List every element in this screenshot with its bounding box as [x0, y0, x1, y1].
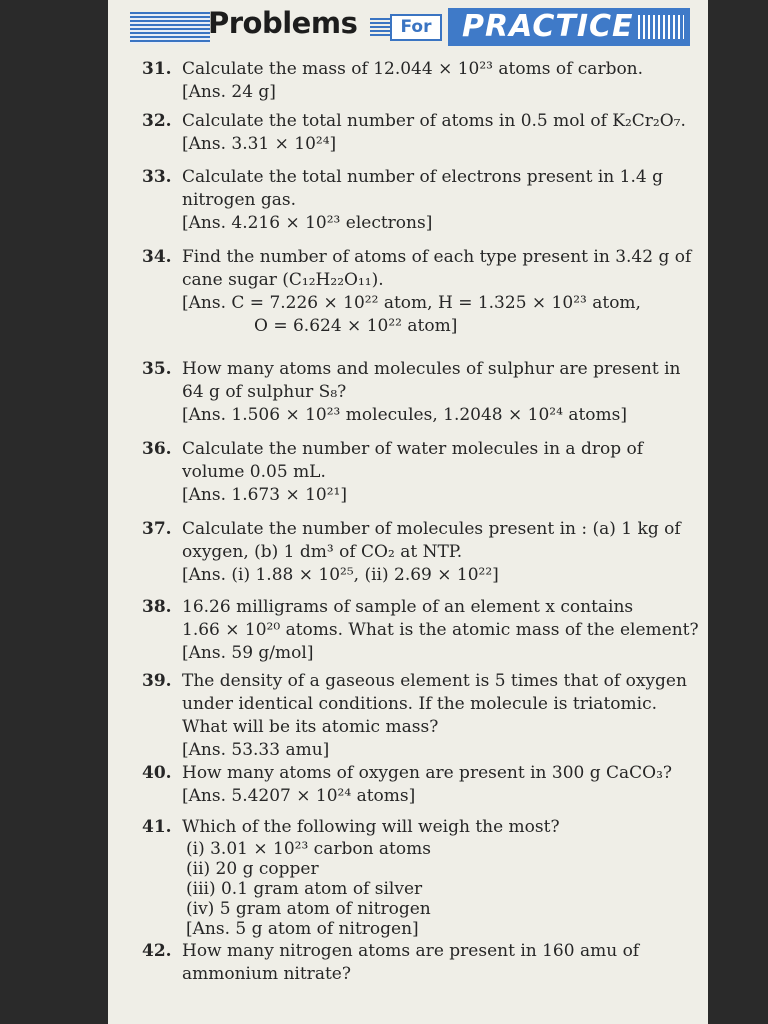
problem-number: 39. [142, 671, 172, 691]
problem-number: 33. [142, 167, 172, 187]
question-line: cane sugar (C₁₂H₂₂O₁₁). [182, 270, 384, 290]
question-line: oxygen, (b) 1 dm³ of CO₂ at NTP. [182, 542, 463, 562]
problem-number: 32. [142, 111, 172, 131]
problem-text [182, 940, 690, 986]
answer-line: [Ans. C = 7.226 × 10²² atom, H = 1.325 × 10²³ atom, [182, 293, 641, 313]
problem-number: 40. [142, 763, 172, 783]
question-line: ammonium nitrate? [182, 964, 351, 984]
decorative-ticks [638, 15, 684, 39]
question-line: (iv) 5 gram atom of nitrogen [186, 899, 431, 919]
problem-text [182, 246, 690, 338]
problem-text [182, 670, 690, 762]
question-line: Calculate the total number of electrons present in 1.4 g [182, 167, 663, 187]
problem-number: 35. [142, 359, 172, 379]
problem-number: 34. [142, 247, 172, 267]
question-line: How many nitrogen atoms are present in 160 amu of [182, 941, 640, 961]
question-line: 16.26 milligrams of sample of an element x contains [182, 597, 634, 617]
question-line: under identical conditions. If the molecule is triatomic. [182, 694, 657, 714]
problem-number: 38. [142, 597, 172, 617]
answer-line: [Ans. 24 g] [182, 82, 276, 102]
practice-box [448, 8, 690, 46]
answer-line: O = 6.624 × 10²² atom] [254, 316, 458, 336]
question-line: How many atoms and molecules of sulphur are present in [182, 359, 681, 379]
problem-number: 37. [142, 519, 172, 539]
answer-line: [Ans. 53.33 amu] [182, 740, 330, 760]
question-line: Calculate the mass of 12.044 × 10²³ atoms of carbon. [182, 59, 644, 79]
question-line: (ii) 20 g copper [186, 859, 319, 879]
problem-text [182, 58, 690, 104]
question-line: Calculate the number of water molecules in a drop of [182, 439, 644, 459]
question-line: (i) 3.01 × 10²³ carbon atoms [186, 839, 431, 859]
problem-text [182, 166, 690, 235]
question-line: volume 0.05 mL. [182, 462, 326, 482]
question-line: 64 g of sulphur S₈? [182, 382, 347, 402]
section-banner [130, 6, 690, 46]
problem-text [182, 358, 690, 427]
answer-line: [Ans. 1.673 × 10²¹] [182, 485, 348, 505]
question-line: Calculate the total number of atoms in 0.5 mol of K₂Cr₂O₇. [182, 111, 686, 131]
question-line: (iii) 0.1 gram atom of silver [186, 879, 423, 899]
banner-word-problems: Problems [208, 6, 358, 40]
problem-text [182, 438, 690, 507]
problem-text [182, 518, 690, 587]
problem-text [182, 762, 690, 808]
decorative-equals-stripes [370, 18, 390, 38]
problem-number: 42. [142, 941, 172, 961]
answer-line: [Ans. 59 g/mol] [182, 643, 314, 663]
textbook-page [108, 0, 708, 1024]
answer-line: [Ans. 1.506 × 10²³ molecules, 1.2048 × 10²⁴ atoms] [182, 405, 628, 425]
problem-text [182, 596, 699, 665]
banner-word-for: For [390, 14, 442, 41]
question-line: What will be its atomic mass? [182, 717, 439, 737]
banner-word-practice: PRACTICE [462, 9, 634, 44]
problem-text [182, 816, 690, 939]
answer-line: [Ans. (i) 1.88 × 10²⁵, (ii) 2.69 × 10²²] [182, 565, 499, 585]
answer-line: [Ans. 5.4207 × 10²⁴ atoms] [182, 786, 416, 806]
question-line: nitrogen gas. [182, 190, 297, 210]
problem-number: 41. [142, 817, 172, 837]
question-line: Calculate the number of molecules present in : (a) 1 kg of [182, 519, 681, 539]
answer-line: [Ans. 5 g atom of nitrogen] [186, 919, 419, 939]
question-line: Find the number of atoms of each type present in 3.42 g of [182, 247, 692, 267]
problem-number: 36. [142, 439, 172, 459]
problem-number: 31. [142, 59, 172, 79]
question-line: Which of the following will weigh the most? [182, 817, 560, 837]
question-line: The density of a gaseous element is 5 times that of oxygen [182, 671, 687, 691]
question-line: 1.66 × 10²⁰ atoms. What is the atomic mass of the element? [182, 620, 699, 640]
answer-line: [Ans. 3.31 × 10²⁴] [182, 134, 337, 154]
decorative-stripes [130, 12, 210, 44]
problem-text [182, 110, 690, 156]
question-line: How many atoms of oxygen are present in 300 g CaCO₃? [182, 763, 673, 783]
answer-line: [Ans. 4.216 × 10²³ electrons] [182, 213, 433, 233]
